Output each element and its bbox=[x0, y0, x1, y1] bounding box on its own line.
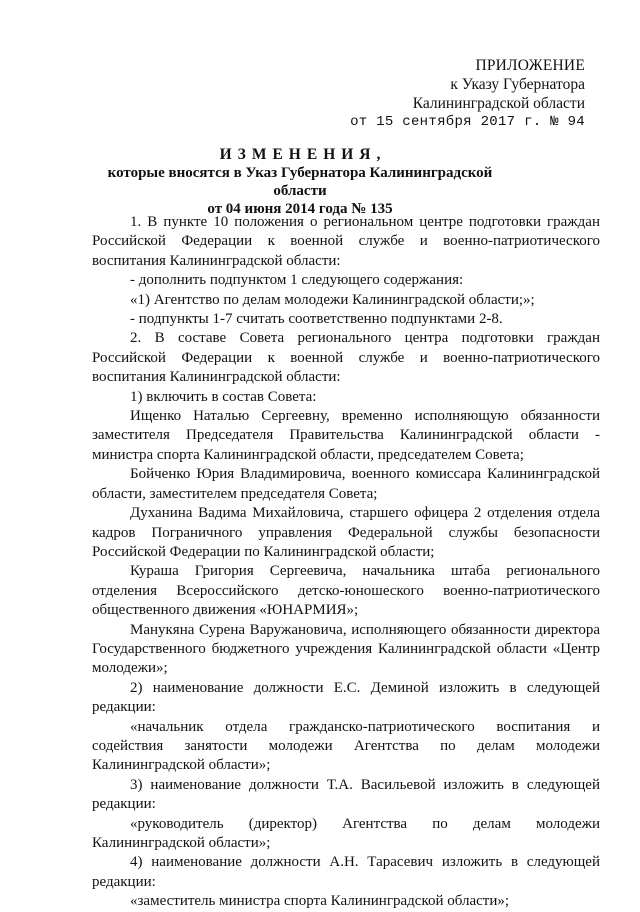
paragraph: Манукяна Сурена Варужановича, исполняющего обязанности директора Государственного бюджетного учреждения Калининградской области «Центр молодежи»; bbox=[92, 621, 600, 677]
paragraph: «заместитель министра спорта Калининградской области»; bbox=[130, 893, 510, 910]
paragraph: - дополнить подпунктом 1 следующего содержания: bbox=[130, 272, 464, 289]
paragraph: Кураша Григория Сергеевича, начальника штаба регионального отделения Всероссийского детско-юношеского военно-патриотического общественного движения «ЮНАРМИЯ»; bbox=[92, 563, 600, 619]
paragraph: 4) наименование должности А.Н. Тарасевич изложить в следующей редакции: bbox=[92, 854, 600, 890]
paragraph: Духанина Вадима Михайловича, старшего офицера 2 отделения отдела кадров Пограничного управления Федеральной службы безопасности Российской Федерации по Калининградской области; bbox=[92, 505, 600, 560]
appendix-region: Калининградской области bbox=[412, 95, 585, 112]
paragraph: Бойченко Юрия Владимировича, военного комиссара Калининградской области, заместителем председателя Совета; bbox=[92, 466, 600, 502]
heading-title: ИЗМЕНЕНИЯ, bbox=[219, 146, 387, 163]
appendix-date-line: от 15 сентября 2017 г. № 94 bbox=[350, 114, 585, 130]
paragraph: - подпункты 1-7 считать соответственно подпунктами 2-8. bbox=[130, 311, 503, 328]
appendix-title: ПРИЛОЖЕНИЕ bbox=[475, 57, 585, 74]
heading-subtitle-2: от 04 июня 2014 года № 135 bbox=[207, 201, 393, 217]
paragraph: 1) включить в состав Совета: bbox=[130, 388, 317, 405]
heading-subtitle-1: которые вносятся в Указ Губернатора Калининградской области bbox=[107, 165, 493, 199]
document-body bbox=[92, 213, 600, 912]
paragraph: «руководитель (директор) Агентства по делам молодежи Калининградской области»; bbox=[92, 815, 600, 851]
paragraph: 2) наименование должности Е.С. Деминой изложить в следующей редакции: bbox=[92, 679, 600, 716]
paragraph: 2. В составе Совета регионального центра подготовки граждан Российской Федерации к военной службе и военно-патриотического воспитания Калининградской области: bbox=[92, 330, 600, 386]
paragraph: Ищенко Наталью Сергеевну, временно исполняющую обязанности заместителя Председателя Правительства Калининградской области - министра спорта Калининградской области, председателем Совета; bbox=[92, 408, 600, 463]
paragraph: «начальник отдела гражданско-патриотического воспитания и содействия занятости молодежи Агентства по делам молодежи Калининградской области»; bbox=[92, 718, 600, 774]
appendix-block bbox=[340, 56, 585, 132]
appendix-decree: к Указу Губернатора bbox=[450, 76, 585, 93]
paragraph: 1. В пункте 10 положения о региональном центре подготовки граждан Российской Федерации к военной службе и военно-патриотического воспитания Калининградской области: bbox=[92, 214, 600, 269]
paragraph: «1) Агентство по делам молодежи Калининградской области;»; bbox=[130, 291, 535, 308]
paragraph: 3) наименование должности Т.А. Васильевой изложить в следующей редакции: bbox=[92, 776, 600, 813]
document-heading bbox=[90, 146, 510, 218]
